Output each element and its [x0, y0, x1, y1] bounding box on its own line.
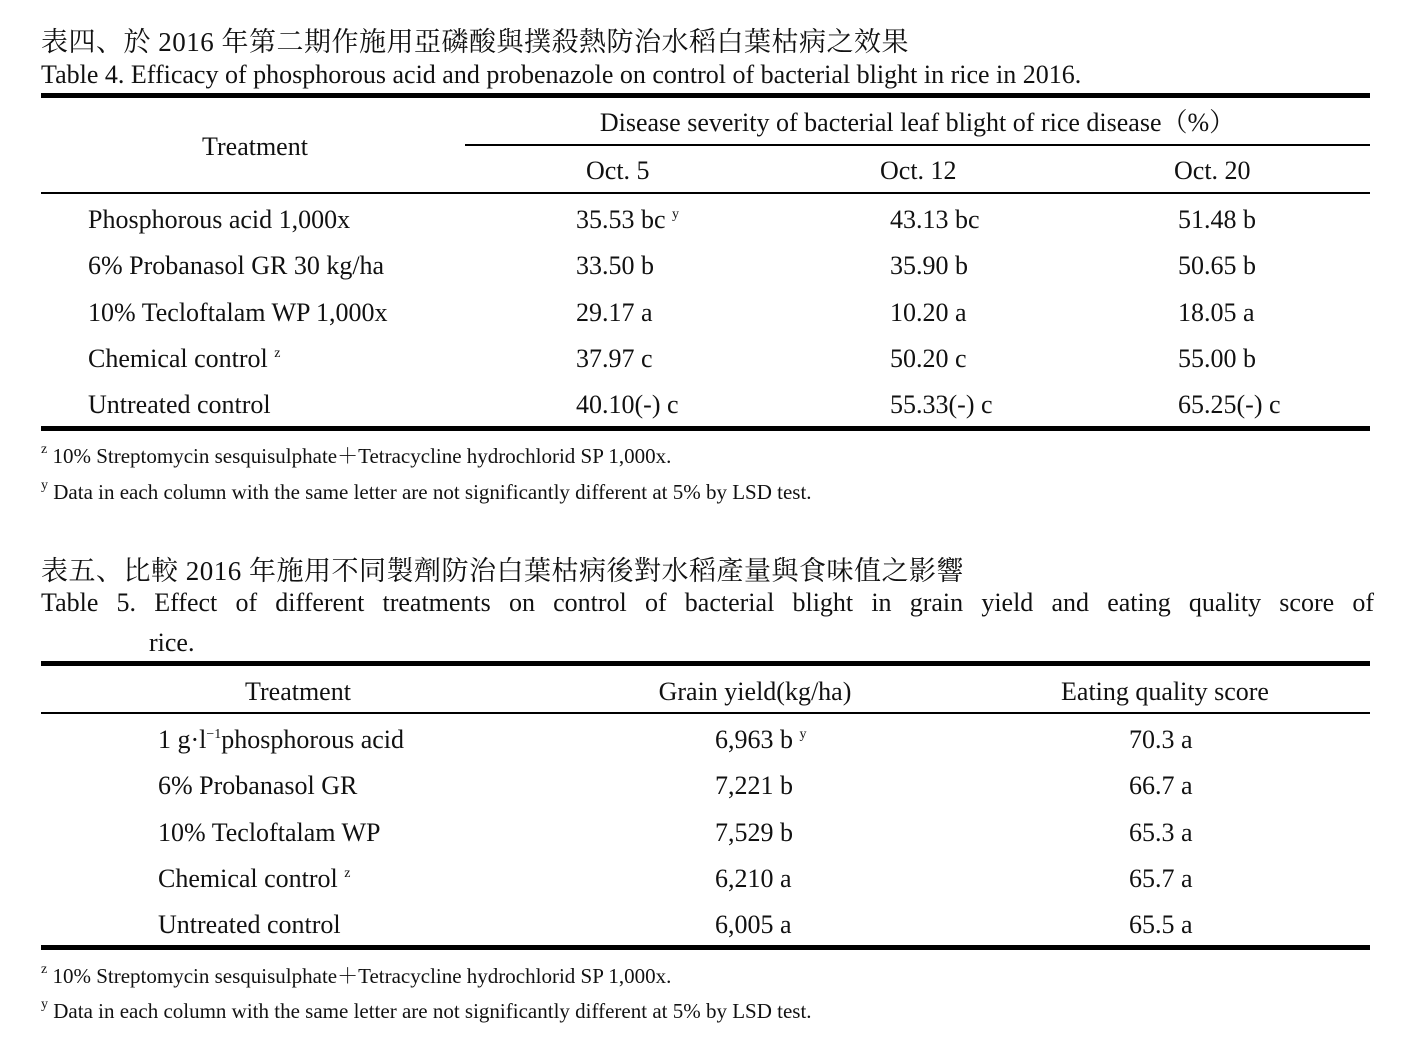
- table5-caption-en-line2: rice.: [149, 628, 195, 657]
- table4-cell-oct12: 10.20 a: [890, 298, 967, 327]
- table5-cell-yield: 7,221 b: [715, 771, 793, 800]
- table4-bottom-rule: [41, 426, 1370, 431]
- table5-bottom-rule: [41, 945, 1370, 950]
- table4-header-rule: [41, 192, 1370, 194]
- table4-cell-oct20: 55.00 b: [1178, 344, 1256, 373]
- table4-header-date-1: Oct. 5: [586, 156, 650, 185]
- table5-cell-quality: 65.5 a: [1129, 910, 1193, 939]
- table4-caption-en: Table 4. Efficacy of phosphorous acid and probenazole on control of bacterial blight in rice in 2016.: [41, 60, 1082, 89]
- table4-header-date-3: Oct. 20: [1174, 156, 1251, 185]
- table4-cell-oct20: 65.25(-) c: [1178, 390, 1281, 419]
- table4-cell-oct5: 29.17 a: [576, 298, 653, 327]
- table4-caption-zh: 表四、於 2016 年第二期作施用亞磷酸與撲殺熱防治水稻白葉枯病之效果: [41, 27, 909, 57]
- table4-cell-treatment: 10% Tecloftalam WP 1,000x: [88, 298, 388, 327]
- table4-top-rule: [41, 93, 1370, 98]
- table4-cell-oct20: 18.05 a: [1178, 298, 1255, 327]
- table4-cell-oct5: 37.97 c: [576, 344, 653, 373]
- table4-footnote-z: $^z$ 10% Streptomycin sesquisulphate＋Tetracycline hydrochlorid SP 1,000x.: [41, 442, 672, 468]
- table5-cell-treatment: Untreated control: [158, 910, 341, 939]
- table5-footnote-z: $^z$ 10% Streptomycin sesquisulphate＋Tetracycline hydrochlorid SP 1,000x.: [41, 962, 672, 988]
- table4-cell-oct12: 43.13 bc: [890, 205, 980, 234]
- table5-header-rule: [41, 712, 1370, 714]
- table5-cell-treatment: 10% Tecloftalam WP: [158, 818, 381, 847]
- table5-cell-treatment: Chemical control $^z$: [158, 864, 351, 893]
- table4-cell-oct20: 51.48 b: [1178, 205, 1256, 234]
- table4-header-date-2: Oct. 12: [880, 156, 957, 185]
- table5-footnote-y: $^y$ Data in each column with the same letter are not significantly different at 5% by LSD test.: [41, 997, 812, 1023]
- table4-header-group: Disease severity of bacterial leaf blight of rice disease（%）: [599, 108, 1236, 137]
- table5-cell-quality: 65.3 a: [1129, 818, 1193, 847]
- table5-top-rule: [41, 661, 1370, 666]
- table5-cell-treatment: 1 $g\cdot l^{-1}phosphorous$ acid: [158, 725, 404, 754]
- table5-caption-zh: 表五、比較 2016 年施用不同製劑防治白葉枯病後對水稻產量與食味值之影響: [41, 556, 964, 586]
- table5-header-yield: Grain yield(kg/ha): [658, 677, 852, 706]
- table4-cell-oct5: 35.53 bc $^y$: [576, 205, 680, 234]
- table5-cell-yield: 7,529 b: [715, 818, 793, 847]
- table4-cell-oct5: 33.50 b: [576, 251, 654, 280]
- table5-header-treatment: Treatment: [245, 677, 351, 706]
- table4-cell-oct5: 40.10(-) c: [576, 390, 679, 419]
- table4-header-treatment: Treatment: [202, 132, 308, 161]
- table5-cell-treatment: 6% Probanasol GR: [158, 771, 358, 800]
- table5-caption-en-line1: Table 5. Effect of different treatments on control of bacterial blight in grain yield and eating quality score of: [41, 588, 1374, 617]
- table4-footnote-y: $^y$ Data in each column with the same letter are not significantly different at 5% by LSD test.: [41, 478, 812, 504]
- table4-group-rule: [465, 144, 1370, 146]
- table5-cell-quality: 65.7 a: [1129, 864, 1193, 893]
- table4-cell-treatment: 6% Probanasol GR 30 kg/ha: [88, 251, 385, 280]
- table5-cell-quality: 70.3 a: [1129, 725, 1193, 754]
- table5-cell-yield: 6,963 b $^y$: [715, 725, 807, 754]
- table5-header-quality: Eating quality score: [1061, 677, 1269, 706]
- table4-cell-treatment: Chemical control $^z$: [88, 344, 281, 373]
- table4-cell-treatment: Untreated control: [88, 390, 271, 419]
- table4-cell-treatment: Phosphorous acid 1,000x: [88, 205, 351, 234]
- table5-cell-yield: 6,005 a: [715, 910, 792, 939]
- table4-cell-oct20: 50.65 b: [1178, 251, 1256, 280]
- table5-cell-yield: 6,210 a: [715, 864, 792, 893]
- table4-cell-oct12: 55.33(-) c: [890, 390, 993, 419]
- table4-cell-oct12: 35.90 b: [890, 251, 968, 280]
- table4-cell-oct12: 50.20 c: [890, 344, 967, 373]
- table5-cell-quality: 66.7 a: [1129, 771, 1193, 800]
